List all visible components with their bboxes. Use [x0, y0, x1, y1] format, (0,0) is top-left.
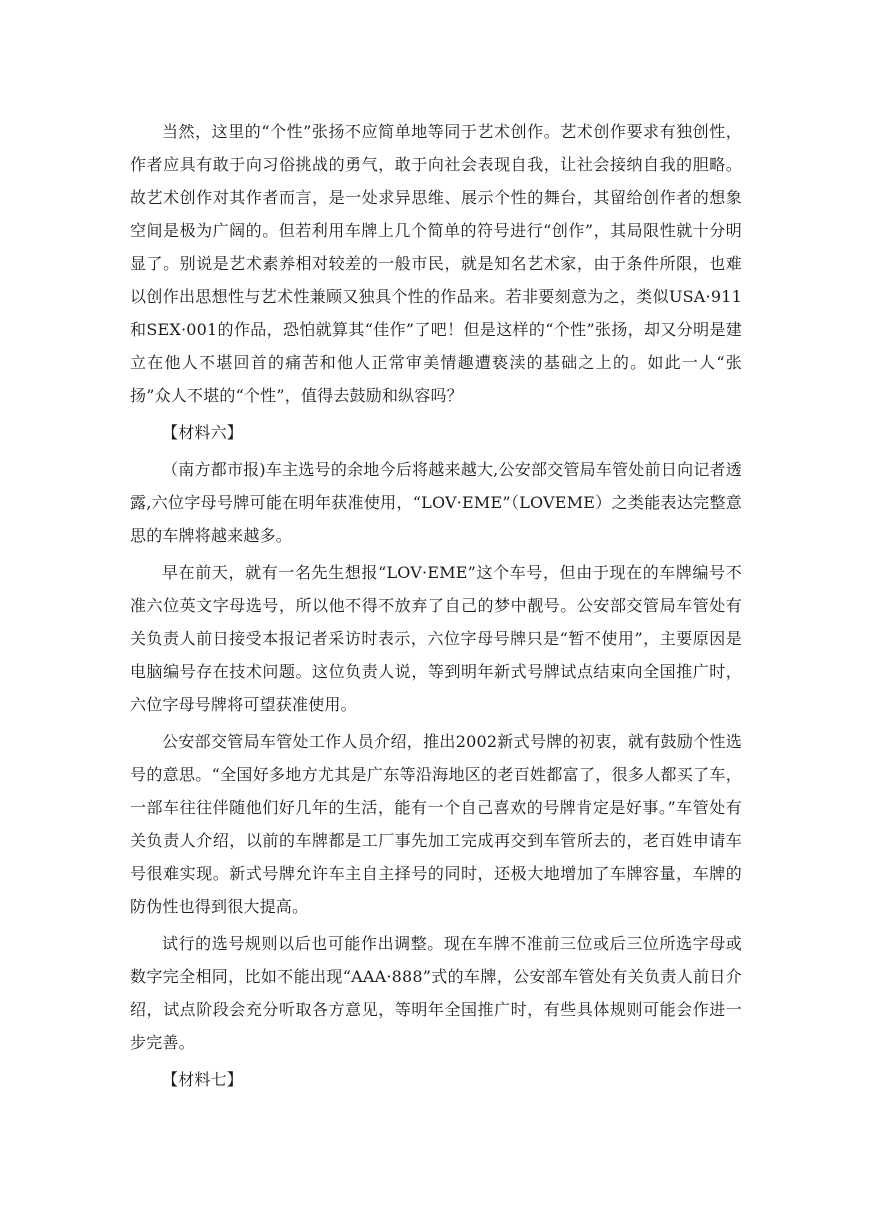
section-heading-material-7: 【材料七】	[162, 1070, 244, 1089]
paragraph-new-plate-purpose: 公安部交管局车管处工作人员介绍，推出2002新式号牌的初衷，就有鼓励个性选号的意思。“全国好多地方尤其是广东等沿海地区的老百姓都富了，很多人都买了车，一部车往往伴随他们好几年的生活，能有一个自己喜欢的号牌肯定是好事。”车管处有关负责人介绍，以前的车牌都是工厂事先加工完成再交到车管所去的，老百姓申请车号很难实现。新式号牌允许车主自主择号的同时，还极大地增加了车牌容量，车牌的防伪性也得到很大提高。	[130, 732, 742, 916]
section-heading-material-6: 【材料六】	[162, 423, 244, 442]
paragraph-art-creation: 当然，这里的“个性”张扬不应简单地等同于艺术创作。艺术创作要求有独创性，作者应具有敢于向习俗挑战的勇气，敢于向社会表现自我，让社会接纳自我的胆略。故艺术创作对其作者而言，是一处求异思维、展示个性的舞台，其留给创作者的想象空间是极为广阔的。但若利用车牌上几个简单的符号进行“创作”，其局限性就十分明显了。别说是艺术素养相对较差的一般市民，就是知名艺术家，由于条件所限，也难以创作出思想性与艺术性兼顾又独具个性的作品来。若非要刻意为之，类似USA·911和SEX·001的作品，恐怕就算其“佳作”了吧！但是这样的“个性”张扬，却又分明是建立在他人不堪回首的痛苦和他人正常审美情趣遭亵渎的基础之上的。如此一人“张扬”众人不堪的“个性”，值得去鼓励和纵容吗？	[130, 122, 742, 405]
paragraph-loveme-example: 早在前天，就有一名先生想报“LOV·EME”这个车号，但由于现在的车牌编号不准六位英文字母选号，所以他不得不放弃了自己的梦中靓号。公安部交管局车管处有关负责人前日接受本报记者采访时表示，六位字母号牌只是“暂不使用”，主要原因是电脑编号存在技术问题。这位负责人说，等到明年新式号牌试点结束向全国推广时，六位字母号牌将可望获准使用。	[130, 563, 742, 714]
paragraph-rule-adjustment: 试行的选号规则以后也可能作出调整。现在车牌不准前三位或后三位所选字母或数字完全相同，比如不能出现“AAA·888”式的车牌，公安部车管处有关负责人前日介绍，试点阶段会充分听取各方意见，等明年全国推广时，有些具体规则可能会作进一步完善。	[130, 934, 742, 1052]
paragraph-news-intro: （南方都市报)车主选号的余地今后将越来越大,公安部交管局车管处前日向记者透露,六位字母号牌可能在明年获准使用，“LOV·EME”（LOVEME）之类能表达完整意思的车牌将越来越多。	[130, 460, 742, 545]
document-body	[130, 115, 742, 1100]
